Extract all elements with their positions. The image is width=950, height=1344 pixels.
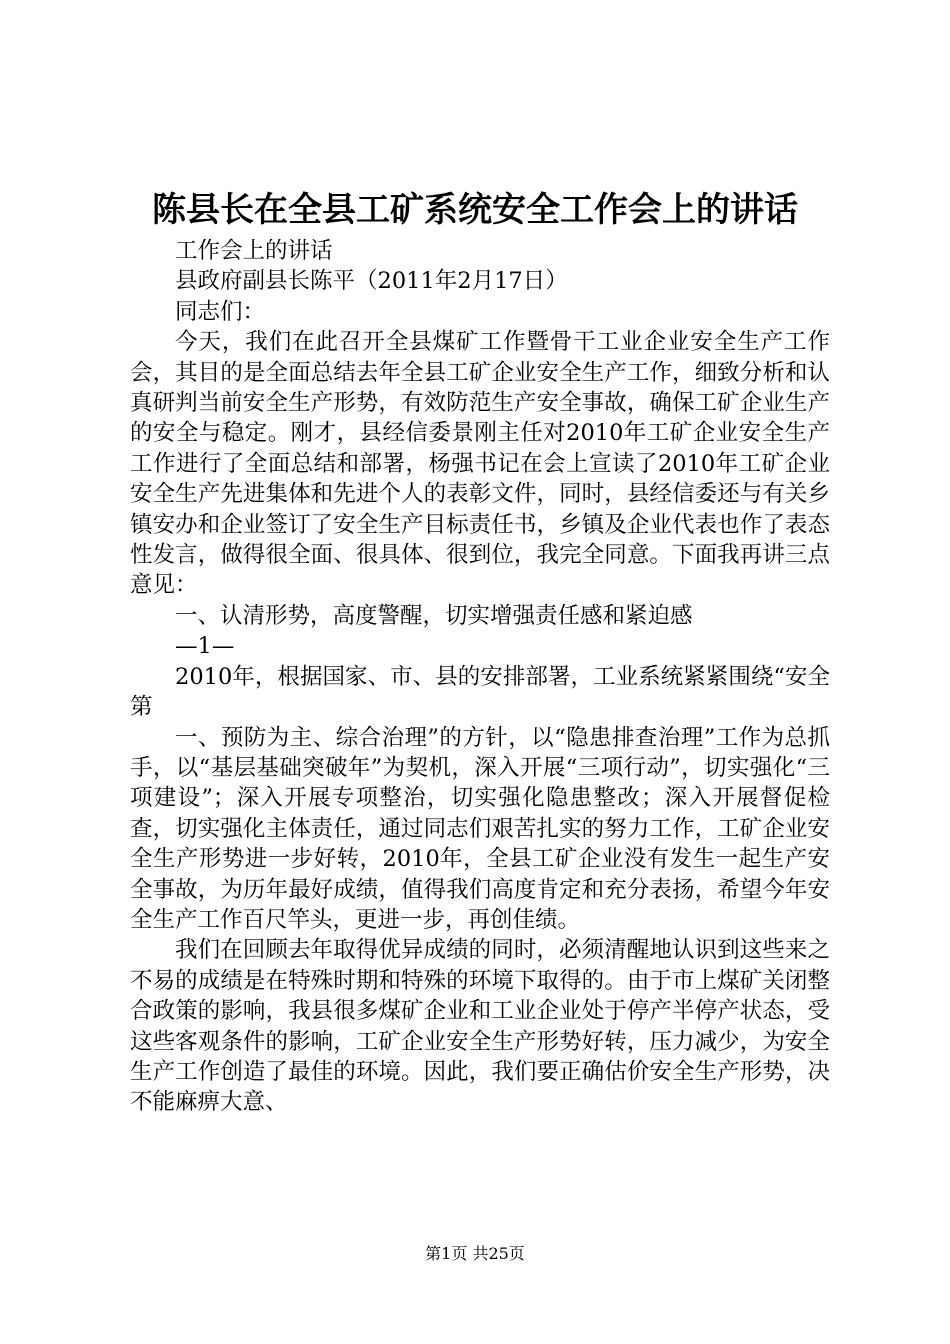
subtitle-paragraph: 工作会上的讲话 [175,238,333,264]
body-paragraph: 今天，我们在此召开全县煤矿工作暨骨干工业企业安全生产工作会，其目的是全面总结去年全县工矿企业安全生产工作，细致分析和认真研判当前安全生产形势，有效防范生产安全事故，确保工矿企业生产的安全与稳定。刚才，县经信委景刚主任对2010年工矿企业安全生产工作进行了全面总结和部署，杨强书记在会上宣读了2010年工矿企业安全生产先进集体和先进个人的表彰文件，同时，县经信委还与有关乡镇安办和企业签订了安全生产目标责任书，乡镇及企业代表也作了表态性发言，做得很全面、很具体、很到位，我完全同意。下面我再讲三点意见： [130,329,830,599]
speaker-line: 县政府副县长陈平（2011年2月17日） [175,268,568,295]
page-footer: 第1页 共25页 [425,1244,525,1263]
document-body [130,236,830,1118]
section-heading: 一、认清形势，高度警醒，切实增强责任感和紧迫感 [175,602,693,629]
salutation: 同志们： [175,298,266,325]
body-paragraph: 2010年，根据国家、市、县的安排部署，工业系统紧紧围绕“安全第 [130,663,830,721]
body-paragraph: 一、预防为主、综合治理”的方针，以“隐患排查治理”工作为总抓手，以“基层基础突破年”为契机，深入开展“三项行动”，切实强化“三项建设”；深入开展专项整治，切实强化隐患整改；深入开展督促检查，切实强化主体责任，通过同志们艰苦扎实的努力工作，工矿企业安全生产形势进一步好转，2010年，全县工矿企业没有发生一起生产安全事故，为历年最好成绩，值得我们高度肯定和充分表扬，希望今年安全生产工作百尺竿头，更进一步，再创佳绩。 [130,724,830,933]
document-title: 陈县长在全县工矿系统安全工作会上的讲话 [152,190,798,230]
body-paragraph: 我们在回顾去年取得优异成绩的同时，必须清醒地认识到这些来之不易的成绩是在特殊时期和特殊的环境下取得的。由于市上煤矿关闭整合政策的影响，我县很多煤矿企业和工业企业处于停产半停产状态，受这些客观条件的影响，工矿企业安全生产形势好转，压力减少，为安全生产工作创造了最佳的环境。因此，我们要正确估价安全生产形势，决不能麻痹大意、 [130,937,830,1116]
page-marker: —1— [175,633,235,660]
